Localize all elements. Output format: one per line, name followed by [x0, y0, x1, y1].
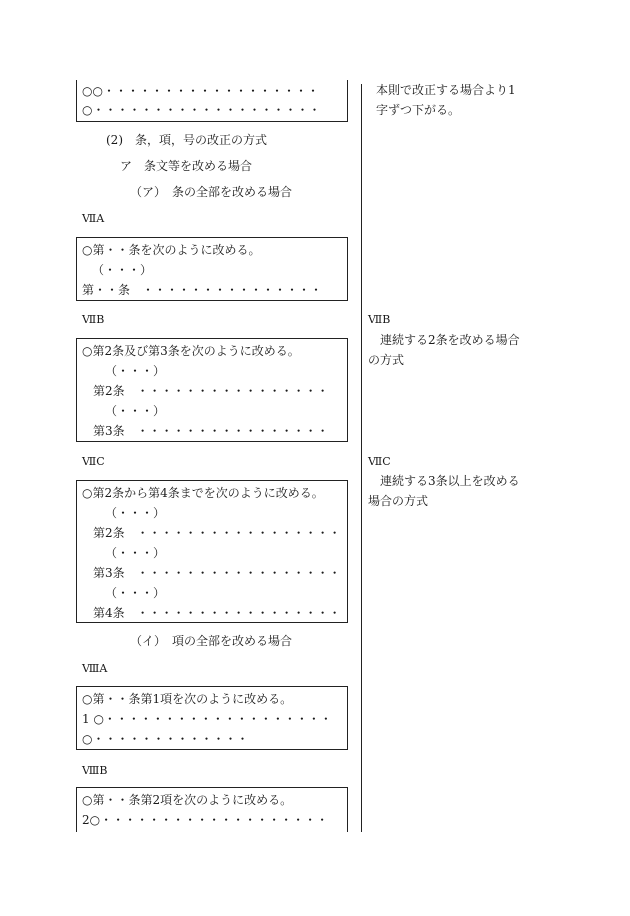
example-label: ⅧB [82, 764, 108, 777]
box-line: （・・・） [105, 546, 166, 560]
box-line: ○○・・・・・・・・・・・・・・・・・・ [82, 84, 319, 98]
box-line: 第3条 ・・・・・・・・・・・・・・・・・ [93, 566, 341, 580]
box-line: （・・・） [105, 404, 166, 418]
box-line: 2○・・・・・・・・・・・・・・・・・・・ [82, 813, 329, 827]
box-line: ○第・・条第1項を次のように改める。 [82, 692, 293, 706]
box-line: 第2条 ・・・・・・・・・・・・・・・・・ [93, 526, 341, 540]
box-line: 第3条 ・・・・・・・・・・・・・・・・ [93, 424, 329, 438]
note-line: 連続する3条以上を改める [368, 474, 520, 488]
subsection-heading: ア 条文等を改める場合 [120, 159, 253, 173]
note-line: 字ずつ下がる。 [376, 103, 461, 117]
box-line: （・・・） [92, 263, 153, 277]
note-line: 連続する2条を改める場合 [368, 333, 520, 347]
example-label: ⅦA [82, 212, 105, 225]
box-line: ○第・・条第2項を次のように改める。 [82, 793, 293, 807]
box-line: （・・・） [105, 586, 166, 600]
box-line: ○第・・条を次のように改める。 [82, 243, 261, 257]
box-line: ○第2条及び第3条を次のように改める。 [82, 344, 300, 358]
note-label: ⅦC [368, 455, 391, 468]
note-line: の方式 [368, 353, 405, 367]
note-viib [368, 330, 528, 370]
box-line: 1 ○・・・・・・・・・・・・・・・・・・・ [82, 712, 332, 726]
example-label: ⅦB [82, 313, 105, 326]
column-divider [361, 84, 362, 832]
subsubsection-heading: （ア） 条の全部を改める場合 [130, 185, 293, 199]
box-line: 第2条 ・・・・・・・・・・・・・・・・ [93, 384, 329, 398]
note-line: 本則で改正する場合より1 [376, 83, 516, 97]
box-line: ○・・・・・・・・・・・・・ [82, 732, 249, 746]
box-line: ○第2条から第4条までを次のように改める。 [82, 486, 324, 500]
note-line: 場合の方式 [368, 494, 429, 508]
subsubsection-heading: （イ） 項の全部を改める場合 [130, 634, 293, 648]
example-label: ⅧA [82, 662, 108, 675]
box-line: 第4条 ・・・・・・・・・・・・・・・・・ [93, 606, 341, 620]
box-line: ○・・・・・・・・・・・・・・・・・・・ [82, 103, 321, 117]
box-line: （・・・） [105, 506, 166, 520]
example-label: ⅦC [82, 455, 105, 468]
note-label: ⅦB [368, 313, 391, 326]
box-line: 第・・条 ・・・・・・・・・・・・・・・ [82, 283, 323, 297]
note-indent [376, 80, 536, 120]
section-heading: (2) 条，項，号の改正の方式 [106, 133, 267, 147]
box-line: （・・・） [105, 364, 166, 378]
note-viic [368, 471, 528, 511]
